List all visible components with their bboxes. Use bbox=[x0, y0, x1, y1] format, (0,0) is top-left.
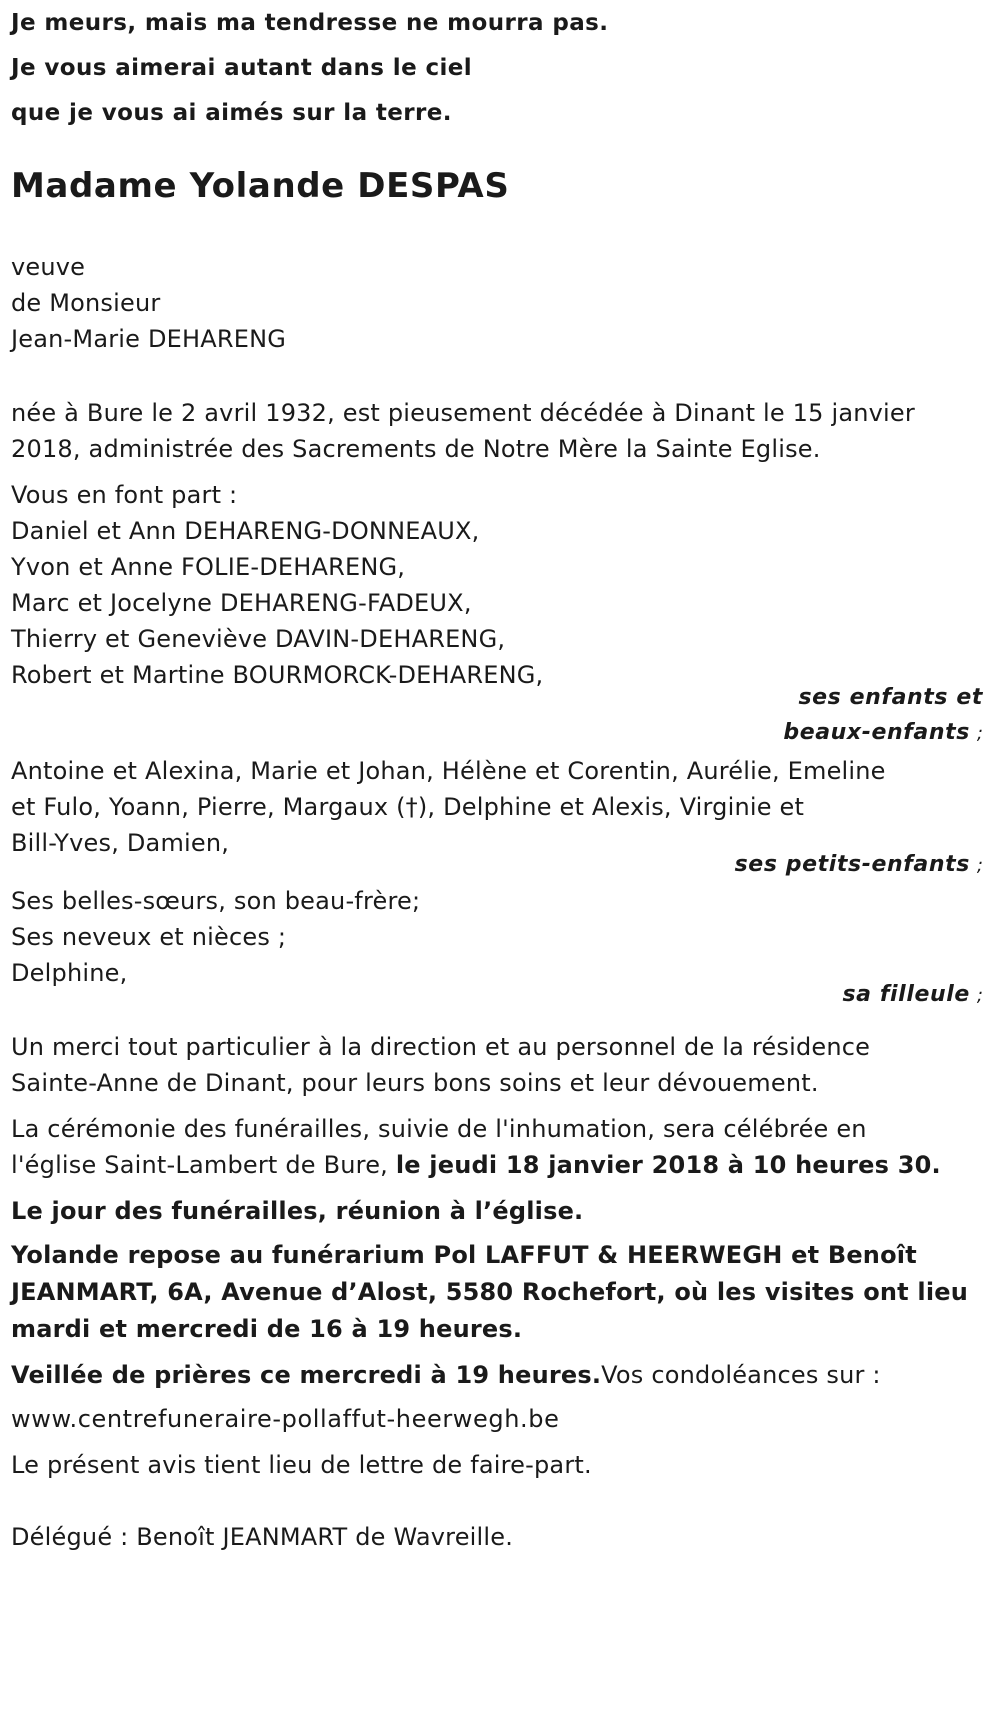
ceremony-date: le jeudi 18 janvier 2018 à 10 heures 30. bbox=[395, 1151, 941, 1179]
vigil-info: Veillée de prières ce mercredi à 19 heures. bbox=[11, 1361, 602, 1389]
meeting-info: Le jour des funérailles, réunion à l’église. bbox=[11, 1197, 584, 1225]
child-line: Yvon et Anne FOLIE-DEHARENG, bbox=[11, 553, 406, 581]
relatives-line: Ses belles-sœurs, son beau-frère; bbox=[11, 887, 421, 915]
grandchildren-line: Bill-Yves, Damien, bbox=[11, 829, 230, 857]
ceremony-location: l'église Saint-Lambert de Bure, bbox=[11, 1151, 396, 1179]
repose-line-1: Yolande repose au funérarium Pol LAFFUT & HEERWEGH et Benoît bbox=[11, 1241, 917, 1269]
family-intro: Vous en font part : bbox=[11, 481, 238, 509]
thanks-line-2: Sainte-Anne de Dinant, pour leurs bons soins et leur dévouement. bbox=[11, 1069, 819, 1097]
ceremony-line-1: La cérémonie des funérailles, suivie de l'inhumation, sera célébrée en bbox=[11, 1115, 867, 1143]
announcement-line-1: née à Bure le 2 avril 1932, est pieusement décédée à Dinant le 15 janvier bbox=[11, 399, 915, 427]
grandchildren-line: Antoine et Alexina, Marie et Johan, Hélène et Corentin, Aurélie, Emeline bbox=[11, 757, 886, 785]
repose-line-2: JEANMART, 6A, Avenue d’Alost, 5580 Rochefort, où les visites ont lieu bbox=[11, 1278, 969, 1306]
quote-line-1: Je meurs, mais ma tendresse ne mourra pas. bbox=[11, 10, 609, 36]
children-role-separator: ; bbox=[976, 723, 983, 744]
delegate-text: Délégué : Benoît JEANMART de Wavreille. bbox=[11, 1523, 514, 1551]
children-role-line-1 bbox=[798, 683, 983, 713]
child-line: Daniel et Ann DEHARENG-DONNEAUX, bbox=[11, 517, 480, 545]
website-link[interactable]: www.centrefuneraire-pollaffut-heerwegh.be bbox=[11, 1405, 560, 1433]
goddaughter-role-line bbox=[842, 980, 983, 1011]
relatives-line: Ses neveux et nièces ; bbox=[11, 923, 287, 951]
child-line: Thierry et Geneviève DAVIN-DEHARENG, bbox=[11, 625, 506, 653]
goddaughter-role-separator: ; bbox=[976, 985, 983, 1006]
quote-line-3: que je vous ai aimés sur la terre. bbox=[11, 100, 452, 126]
notice-text: Le présent avis tient lieu de lettre de faire-part. bbox=[11, 1451, 592, 1479]
grandchildren-role-separator: ; bbox=[976, 855, 983, 876]
grandchildren-role-text: ses petits-enfants bbox=[734, 852, 970, 877]
child-line: Marc et Jocelyne DEHARENG-FADEUX, bbox=[11, 589, 472, 617]
child-line: Robert et Martine BOURMORCK-DEHARENG, bbox=[11, 661, 544, 689]
ceremony-line-2 bbox=[11, 1150, 941, 1180]
grandchildren-line: et Fulo, Yoann, Pierre, Margaux (†), Delphine et Alexis, Virginie et bbox=[11, 793, 805, 821]
goddaughter-role-text: sa filleule bbox=[842, 982, 970, 1007]
quote-line-2: Je vous aimerai autant dans le ciel bbox=[11, 55, 473, 81]
deceased-name: Madame Yolande DESPAS bbox=[11, 166, 510, 206]
repose-line-3: mardi et mercredi de 16 à 19 heures. bbox=[11, 1315, 523, 1343]
children-role-text-1: ses enfants et bbox=[798, 685, 983, 710]
status-line-2: de Monsieur bbox=[11, 289, 161, 317]
children-role-text-2: beaux-enfants bbox=[783, 720, 970, 745]
status-line-1: veuve bbox=[11, 253, 86, 281]
announcement-line-2: 2018, administrée des Sacrements de Notre Mère la Sainte Eglise. bbox=[11, 435, 821, 463]
thanks-line-1: Un merci tout particulier à la direction et au personnel de la résidence bbox=[11, 1033, 871, 1061]
children-role-line-2 bbox=[783, 718, 983, 749]
status-line-3: Jean-Marie DEHARENG bbox=[11, 325, 287, 353]
grandchildren-role-line bbox=[735, 850, 983, 881]
vigil-line bbox=[11, 1360, 881, 1390]
condolences-label: Vos condoléances sur : bbox=[601, 1361, 881, 1389]
relatives-line: Delphine, bbox=[11, 959, 128, 987]
